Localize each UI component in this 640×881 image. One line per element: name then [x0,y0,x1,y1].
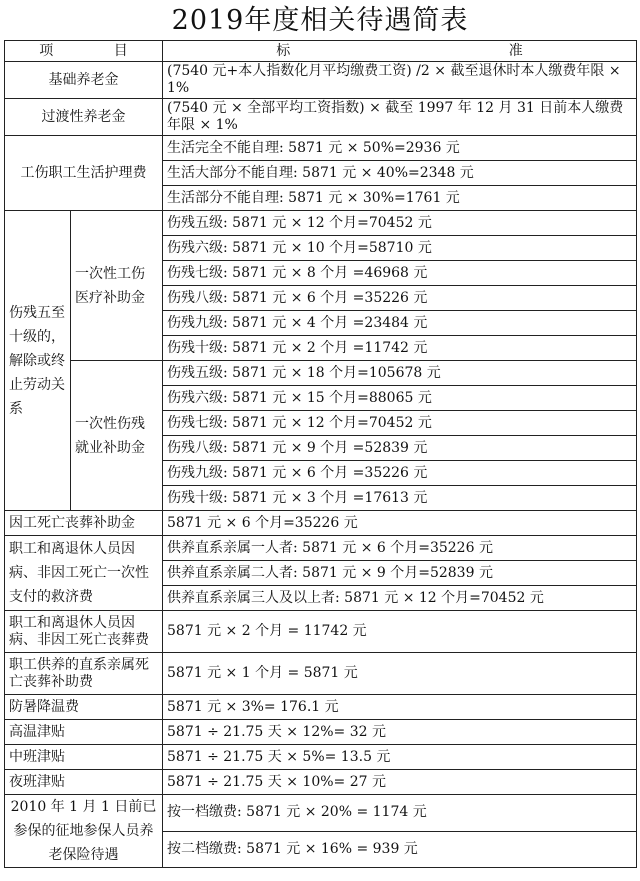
row-standard: 供养直系亲属三人及以上者: 5871 元 × 12 个月=70452 元 [163,586,637,611]
page-title: 2019年度相关待遇简表 [171,5,469,36]
row-standard: 伤残五级: 5871 元 × 12 个月=70452 元 [163,211,637,236]
table-row [5,536,637,561]
disability-group-label: 伤残五至十级的，解除或终止劳动关系 [5,211,71,511]
row-standard: (7540 元 × 全部平均工资指数) × 截至 1997 年 12 月 31 日前本人缴费年限 × 1% [163,99,637,136]
table-row [5,211,637,236]
row-standard: 伤残五级: 5871 元 × 18 个月=105678 元 [163,361,637,386]
row-standard: 5871 ÷ 21.75 天 × 5%= 13.5 元 [163,745,637,770]
header-standard: 标 准 [163,41,637,62]
row-label: 防暑降温费 [5,695,163,720]
row-standard: 伤残六级: 5871 元 × 15 个月=88065 元 [163,386,637,411]
row-standard: 伤残七级: 5871 元 × 12 个月=70452 元 [163,411,637,436]
row-standard: 伤残九级: 5871 元 × 4 个月 =23484 元 [163,311,637,336]
row-standard: 伤残八级: 5871 元 × 9 个月 =52839 元 [163,436,637,461]
table-header-row [5,41,637,62]
row-standard: 伤残八级: 5871 元 × 6 个月 =35226 元 [163,286,637,311]
table-row [5,720,637,745]
row-standard: 供养直系亲属一人者: 5871 元 × 6 个月=35226 元 [163,536,637,561]
row-label: 夜班津贴 [5,770,163,795]
employment-subsidy-label: 一次性伤残就业补助金 [71,361,163,511]
row-label: 因工死亡丧葬补助金 [5,511,163,536]
row-standard: 5871 ÷ 21.75 天 × 12%= 32 元 [163,720,637,745]
row-label: 职工供养的直系亲属死亡丧葬补助费 [5,653,163,695]
row-label: 基础养老金 [5,62,163,99]
medical-subsidy-label: 一次性工伤医疗补助金 [71,211,163,361]
table-row [5,611,637,653]
benefits-table [4,40,637,868]
row-label: 职工和离退休人员因病、非因工死亡丧葬费 [5,611,163,653]
row-standard: (7540 元+本人指数化月平均缴费工资) /2 × 截至退休时本人缴费年限 × 1% [163,62,637,99]
row-label: 过渡性养老金 [5,99,163,136]
row-standard: 生活完全不能自理: 5871 元 × 50%=2936 元 [163,136,637,161]
table-row [5,99,637,136]
table-row [5,695,637,720]
row-label: 2010 年 1 月 1 日前已参保的征地参保人员养老保险待遇 [5,795,163,868]
row-standard: 5871 元 × 3%= 176.1 元 [163,695,637,720]
row-standard: 按二档缴费: 5871 元 × 16% = 939 元 [163,831,637,868]
table-row [5,136,637,161]
table-row [5,62,637,99]
row-standard: 5871 元 × 1 个月 = 5871 元 [163,653,637,695]
row-standard: 伤残十级: 5871 元 × 3 个月 =17613 元 [163,486,637,511]
row-standard: 伤残九级: 5871 元 × 6 个月 =35226 元 [163,461,637,486]
row-standard: 5871 元 × 2 个月 = 11742 元 [163,611,637,653]
table-row [5,653,637,695]
table-row [5,770,637,795]
row-standard: 5871 ÷ 21.75 天 × 10%= 27 元 [163,770,637,795]
row-label: 高温津贴 [5,720,163,745]
row-label: 职工和离退休人员因病、非因工死亡一次性支付的救济费 [5,536,163,611]
row-standard: 5871 元 × 6 个月=35226 元 [163,511,637,536]
row-standard: 生活大部分不能自理: 5871 元 × 40%=2348 元 [163,161,637,186]
header-item: 项 目 [5,41,163,62]
row-standard: 供养直系亲属二人者: 5871 元 × 9 个月=52839 元 [163,561,637,586]
row-standard: 按一档缴费: 5871 元 × 20% = 1174 元 [163,795,637,832]
table-row [5,795,637,832]
row-standard: 伤残六级: 5871 元 × 10 个月=58710 元 [163,236,637,261]
row-standard: 伤残七级: 5871 元 × 8 个月 =46968 元 [163,261,637,286]
row-standard: 伤残十级: 5871 元 × 2 个月 =11742 元 [163,336,637,361]
table-row [5,745,637,770]
row-label: 中班津贴 [5,745,163,770]
table-row [5,361,637,386]
table-row [5,511,637,536]
row-standard: 生活部分不能自理: 5871 元 × 30%=1761 元 [163,186,637,211]
row-label: 工伤职工生活护理费 [5,136,163,211]
